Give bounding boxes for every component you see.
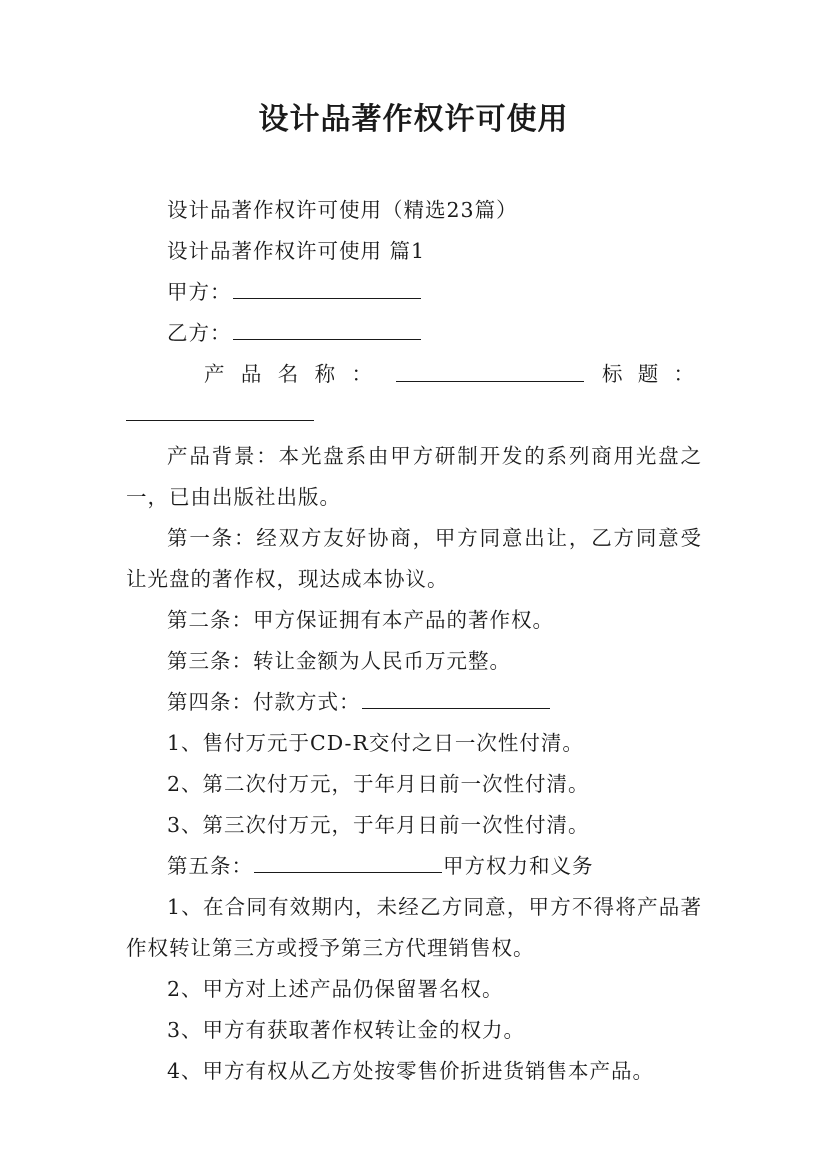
party-b-blank	[233, 338, 421, 340]
product-name-char: 产	[204, 362, 225, 386]
article-5-label: 第五条：	[167, 854, 253, 878]
article-5-suffix: 甲方权力和义务	[443, 854, 594, 878]
product-name-blank	[396, 381, 584, 382]
product-name-char: 名	[277, 362, 299, 386]
article-4	[126, 682, 702, 723]
party-a-line	[126, 272, 702, 313]
product-background: 产品背景：本光盘系由甲方研制开发的系列商用光盘之一，已由出版社出版。	[126, 444, 702, 509]
product-name-label	[204, 354, 372, 395]
document-body	[126, 190, 702, 1092]
product-name-char: 称	[314, 362, 336, 386]
product-name-char: ：	[351, 362, 372, 386]
payment-method-blank	[362, 707, 550, 709]
party-a-label: 甲方：	[167, 280, 232, 304]
article-3: 第三条：转让金额为人民币万元整。	[167, 649, 511, 673]
article-1: 第一条：经双方友好协商，甲方同意出让，乙方同意受让光盘的著作权，现达成本协议。	[126, 526, 702, 591]
right-item-3: 3、甲方有获取著作权转让金的权力。	[167, 1018, 526, 1042]
right-item-2: 2、甲方对上述产品仍保留署名权。	[167, 977, 504, 1001]
title-label-char: ：	[673, 362, 694, 386]
party-b-line	[126, 313, 702, 354]
article-4-label: 第四条：付款方式：	[167, 690, 361, 714]
party-b-label: 乙方：	[167, 321, 232, 345]
right-item-4: 4、甲方有权从乙方处按零售价折进货销售本产品。	[167, 1059, 655, 1083]
document-subtitle: 设计品著作权许可使用（精选23篇）	[167, 198, 518, 222]
title-blank-line	[126, 395, 702, 436]
section-heading: 设计品著作权许可使用 篇1	[167, 239, 426, 263]
title-label	[602, 354, 694, 395]
document-title: 设计品著作权许可使用	[258, 102, 569, 137]
right-item-1: 1、在合同有效期内，未经乙方同意，甲方不得将产品著作权转让第三方或授予第三方代理销售权。	[126, 895, 702, 960]
product-title-line	[126, 354, 702, 395]
title-label-char: 题	[637, 362, 659, 386]
payment-item-3: 3、第三次付万元，于年月日前一次性付清。	[167, 813, 590, 837]
payment-item-1: 1、售付万元于CD-R交付之日一次性付清。	[167, 731, 584, 755]
article-5-blank	[254, 871, 442, 873]
payment-item-2: 2、第二次付万元，于年月日前一次性付清。	[167, 772, 590, 796]
title-blank	[126, 420, 314, 421]
product-name-char: 品	[240, 362, 262, 386]
article-5	[126, 846, 702, 887]
title-label-char: 标	[602, 362, 623, 386]
party-a-blank	[233, 297, 421, 299]
article-2: 第二条：甲方保证拥有本产品的著作权。	[167, 608, 554, 632]
